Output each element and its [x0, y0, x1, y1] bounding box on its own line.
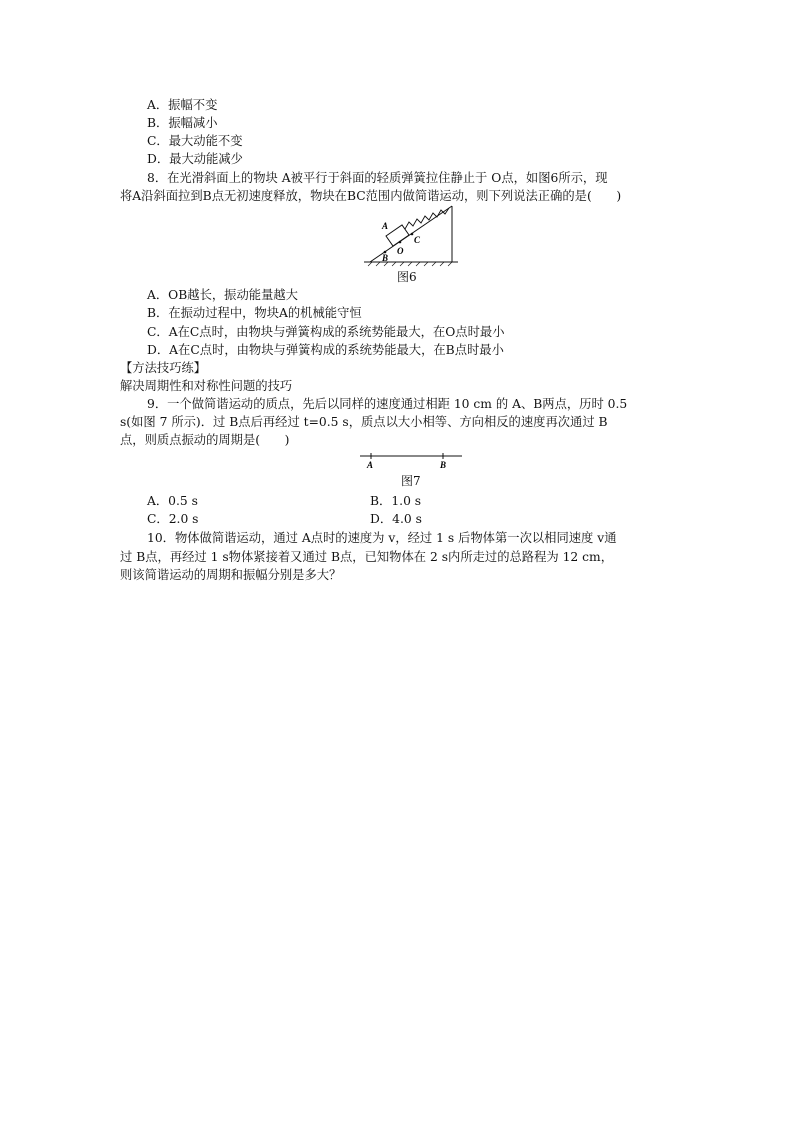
- figure-7-label-a: A: [367, 460, 374, 470]
- q9-stem-line-2: s(如图 7 所示)．过 B点后再经过 t=0.5 s，质点以大小相等、方向相反的速度再次通过 B: [120, 415, 608, 429]
- q8-option-d: D．A在C点时，由物块与弹簧构成的系统势能最大，在B点时最小: [147, 343, 504, 357]
- section-heading: 【方法技巧练】: [120, 361, 207, 375]
- figure-7-line-diagram: [358, 450, 464, 472]
- figure-6-label-a: A: [382, 221, 389, 231]
- q9-option-b: B．1.0 s: [370, 494, 422, 508]
- figure-6-label-b: B: [382, 253, 389, 263]
- figure-7-caption: 图7: [401, 474, 421, 488]
- q10-stem-line-2: 过 B点，再经过 1 s物体紧接着又通过 B点，已知物体在 2 s内所走过的总路程为 12 cm，: [120, 550, 614, 564]
- q10-stem-line-1: 10．物体做简谐运动，通过 A点时的速度为 v，经过 1 s 后物体第一次以相同速度 v通: [147, 531, 617, 545]
- q7-option-a: A．振幅不变: [147, 98, 218, 112]
- q7-option-b: B．振幅减小: [147, 116, 218, 130]
- figure-7-label-b: B: [440, 460, 447, 470]
- figure-6-label-c: C: [414, 235, 421, 245]
- q8-option-c: C．A在C点时，由物块与弹簧构成的系统势能最大，在O点时最小: [147, 325, 505, 339]
- q8-stem-line-2: 将A沿斜面拉到B点无初速度释放，物块在BC范围内做简谐运动，则下列说法正确的是( ): [120, 189, 622, 203]
- figure-6-caption: 图6: [397, 270, 417, 284]
- q9-option-d: D．4.0 s: [370, 512, 422, 526]
- q7-option-c: C．最大动能不变: [147, 134, 243, 148]
- section-subheading: 解决周期性和对称性问题的技巧: [120, 379, 293, 393]
- q8-stem-line-1: 8．在光滑斜面上的物块 A被平行于斜面的轻质弹簧拉住静止于 O点，如图6所示，现: [147, 171, 608, 185]
- q8-option-b: B．在振动过程中，物块A的机械能守恒: [147, 306, 362, 320]
- q8-option-a: A．OB越长，振动能量越大: [147, 288, 298, 302]
- q7-option-d: D．最大动能减少: [147, 152, 243, 166]
- figure-6-label-o: O: [397, 246, 404, 256]
- q9-stem-line-1: 9．一个做简谐运动的质点，先后以同样的速度通过相距 10 cm 的 A、B两点，历时 0.5: [147, 397, 628, 411]
- q10-stem-line-3: 则该简谐运动的周期和振幅分别是多大？: [120, 568, 342, 582]
- q9-option-c: C．2.0 s: [147, 512, 199, 526]
- q9-option-a: A．0.5 s: [147, 494, 198, 508]
- q9-stem-line-3: 点，则质点振动的周期是( ): [120, 433, 290, 447]
- figure-6-incline-diagram: [360, 200, 460, 268]
